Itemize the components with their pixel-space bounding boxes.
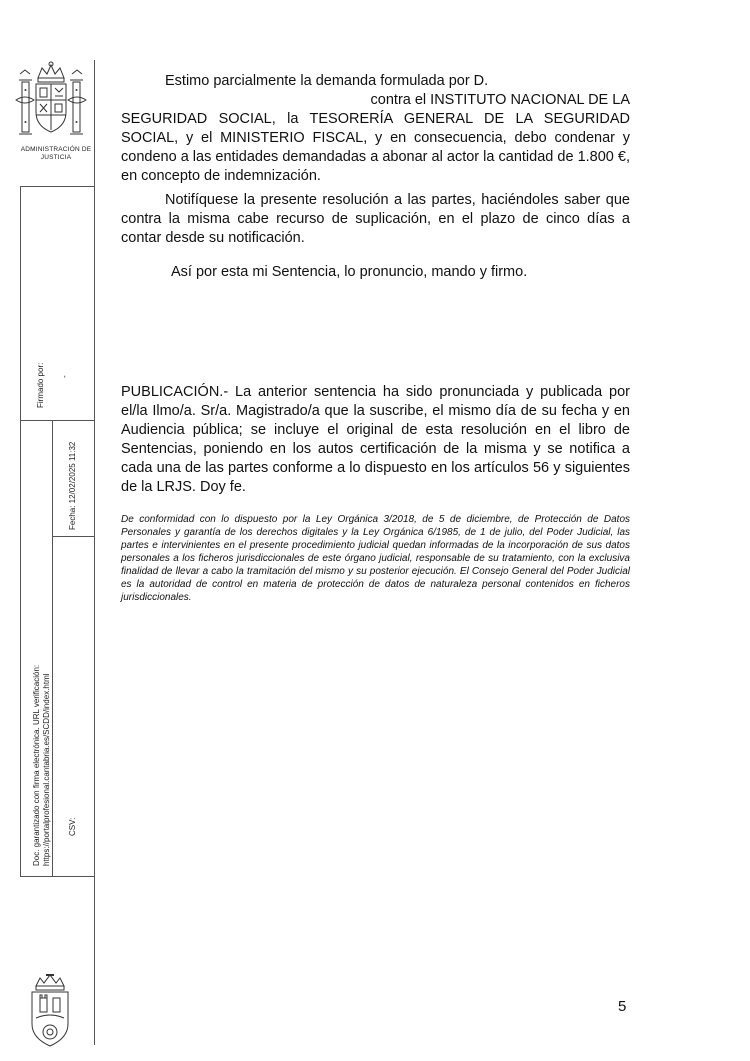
sidebar-divider-right [94,60,95,1045]
cantabria-seal-icon [26,972,74,1050]
notification-paragraph: Notifíquese la presente resolución a las partes, haciéndoles saber que contra la misma cabe recurso de suplicación, en el plazo de cinco días a contar desde su notificación. [121,192,630,246]
sidebar-box-sep [20,420,95,421]
ruling-line2: contra el INSTITUTO NACIONAL DE LA [370,92,630,108]
institution-label: ADMINISTRACIÓN DE JUSTICIA [20,146,92,161]
verification-text-line1: Doc. garantizado con firma electrónica. URL verificación: [32,664,41,866]
ruling-line1: Estimo parcialmente la demanda formulada por D. [165,73,489,89]
csv-label: CSV: [68,817,77,836]
sidebar-box-left [20,186,21,876]
publication-paragraph: PUBLICACIÓN.- La anterior sentencia ha sido pronunciada y publicada por el/la Ilmo/a. Sr/a. Magistrado/a que la suscribe, el mismo día de su fecha y en Audiencia pública; se incluye el original de esta resolución en el libro de Sentencias, poniendo en los autos certificación de la misma y se notifica a cada una de las partes conforme a lo dispuesto en los artículos 56 y siguientes de la LRJS. Doy fe. [121,384,630,495]
coat-of-arms-spain-icon [12,60,90,142]
ruling-paragraph [121,72,630,186]
data-protection-notice: De conformidad con lo dispuesto por la Ley Orgánica 3/2018, de 5 de diciembre, de Protección de Datos Personales y garantía de los derechos digitales y la Ley Orgánica 6/1985, de 1 de julio, del Poder Judicial, las partes e intervinientes en el presente procedimiento judicial quedan informadas de la incorporación de sus datos personales a los ficheros jurisdiccionales de este órgano judicial, responsable de su tratamiento, con la exclusiva finalidad de llevar a cabo la tramitación del mismo y su posterior ejecución. El Consejo General del Poder Judicial es la autoridad de control en materia de protección de datos de naturaleza personal contenidos en ficheros jurisdiccionales. [121,514,630,603]
page-number: 5 [618,998,627,1015]
sidebar-box-top [20,186,95,187]
signature-date: Fecha: 12/02/2025 11:32 [68,441,77,530]
sidebar-box-sep2 [52,536,95,537]
ruling-rest: SEGURIDAD SOCIAL, la TESORERÍA GENERAL DE LA SEGURIDAD SOCIAL, y el MINISTERIO FISCAL, y en consecuencia, debo condenar y condeno a las entidades demandadas a abonar al actor la cantidad de 1.800 €, en concepto de indemnización. [121,111,630,184]
sidebar-box-bottom [20,876,95,877]
closing-paragraph: Así por esta mi Sentencia, lo pronuncio, mando y firmo. [171,264,528,280]
verification-url[interactable]: https://portalprofesional.cantabria.es/SCDD/index.html [42,673,51,866]
signed-by-value: - [60,375,69,378]
signed-by-label: Firmado por: [36,362,45,408]
sidebar-box-mid [52,420,53,876]
